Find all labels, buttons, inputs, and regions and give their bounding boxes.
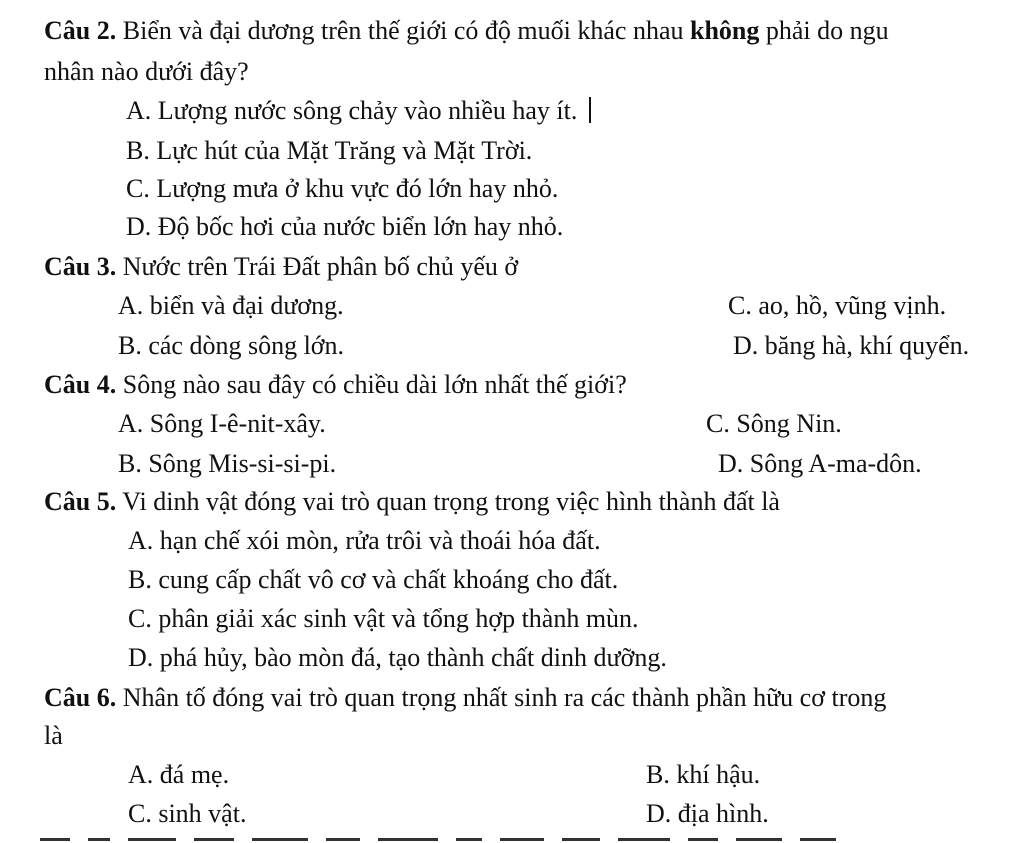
q6-option-d[interactable]: D. địa hình. — [646, 799, 769, 828]
q2-text-bold: không — [690, 16, 760, 45]
q4-text: Sông nào sau đây có chiều dài lớn nhất thế giới? — [116, 370, 627, 399]
q4-option-a[interactable]: A. Sông I-ê-nit-xây. — [118, 409, 326, 438]
q5-stem — [44, 487, 780, 517]
q2-label: Câu 2. — [44, 16, 117, 45]
q6-label: Câu 6. — [44, 683, 117, 712]
q6-option-a[interactable]: A. đá mẹ. — [128, 760, 230, 789]
q3-label: Câu 3. — [44, 252, 117, 281]
q5-label: Câu 5. — [44, 487, 117, 516]
q3-option-d[interactable]: D. băng hà, khí quyển. — [733, 331, 970, 360]
q6-text: Nhân tố đóng vai trò quan trọng nhất sinh ra các thành phần hữu cơ trong — [116, 683, 887, 712]
q5-option-d[interactable]: D. phá hủy, bào mòn đá, tạo thành chất dinh dưỡng. — [128, 643, 667, 672]
q3-option-a[interactable]: A. biển và đại dương. — [118, 291, 344, 320]
q5-option-b[interactable]: B. cung cấp chất vô cơ và chất khoáng cho đất. — [128, 565, 619, 594]
q5-option-c[interactable]: C. phân giải xác sinh vật và tổng hợp thành mùn. — [128, 604, 639, 633]
q2-option-b[interactable]: B. Lực hút của Mặt Trăng và Mặt Trời. — [126, 136, 533, 165]
q5-option-a[interactable]: A. hạn chế xói mòn, rửa trôi và thoái hóa đất. — [128, 526, 601, 555]
text-cursor — [589, 97, 591, 123]
q2-option-a-text: A. Lượng nước sông chảy vào nhiều hay ít. — [126, 96, 578, 125]
q6-option-c[interactable]: C. sinh vật. — [128, 799, 247, 828]
q4-option-d[interactable]: D. Sông A-ma-dôn. — [718, 449, 922, 478]
q4-stem — [44, 370, 627, 400]
q6-stem-line2: là — [44, 721, 63, 750]
q4-option-b[interactable]: B. Sông Mis-si-si-pi. — [118, 449, 337, 478]
q6-stem — [44, 683, 886, 713]
q6-option-b[interactable]: B. khí hậu. — [646, 760, 761, 789]
q2-option-c[interactable]: C. Lượng mưa ở khu vực đó lớn hay nhỏ. — [126, 174, 559, 203]
q3-option-c[interactable]: C. ao, hồ, vũng vịnh. — [728, 291, 947, 320]
cut-off-text-fragment — [40, 838, 1024, 843]
q2-stem-line2: nhân nào dưới đây? — [44, 57, 249, 86]
q3-stem — [44, 252, 518, 282]
q2-option-a[interactable] — [126, 96, 591, 126]
q5-text: Vi dinh vật đóng vai trò quan trọng trong việc hình thành đất là — [116, 487, 780, 516]
q3-text: Nước trên Trái Đất phân bố chủ yếu ở — [116, 252, 519, 281]
q4-label: Câu 4. — [44, 370, 117, 399]
q3-option-b[interactable]: B. các dòng sông lớn. — [118, 331, 345, 360]
q2-text-after: phải do ngu — [759, 16, 889, 45]
q2-option-d[interactable]: D. Độ bốc hơi của nước biển lớn hay nhỏ. — [126, 212, 564, 241]
q2-text-before: Biển và đại dương trên thế giới có độ muối khác nhau — [116, 16, 690, 45]
q2-stem — [44, 16, 889, 46]
q4-option-c[interactable]: C. Sông Nin. — [706, 409, 842, 438]
